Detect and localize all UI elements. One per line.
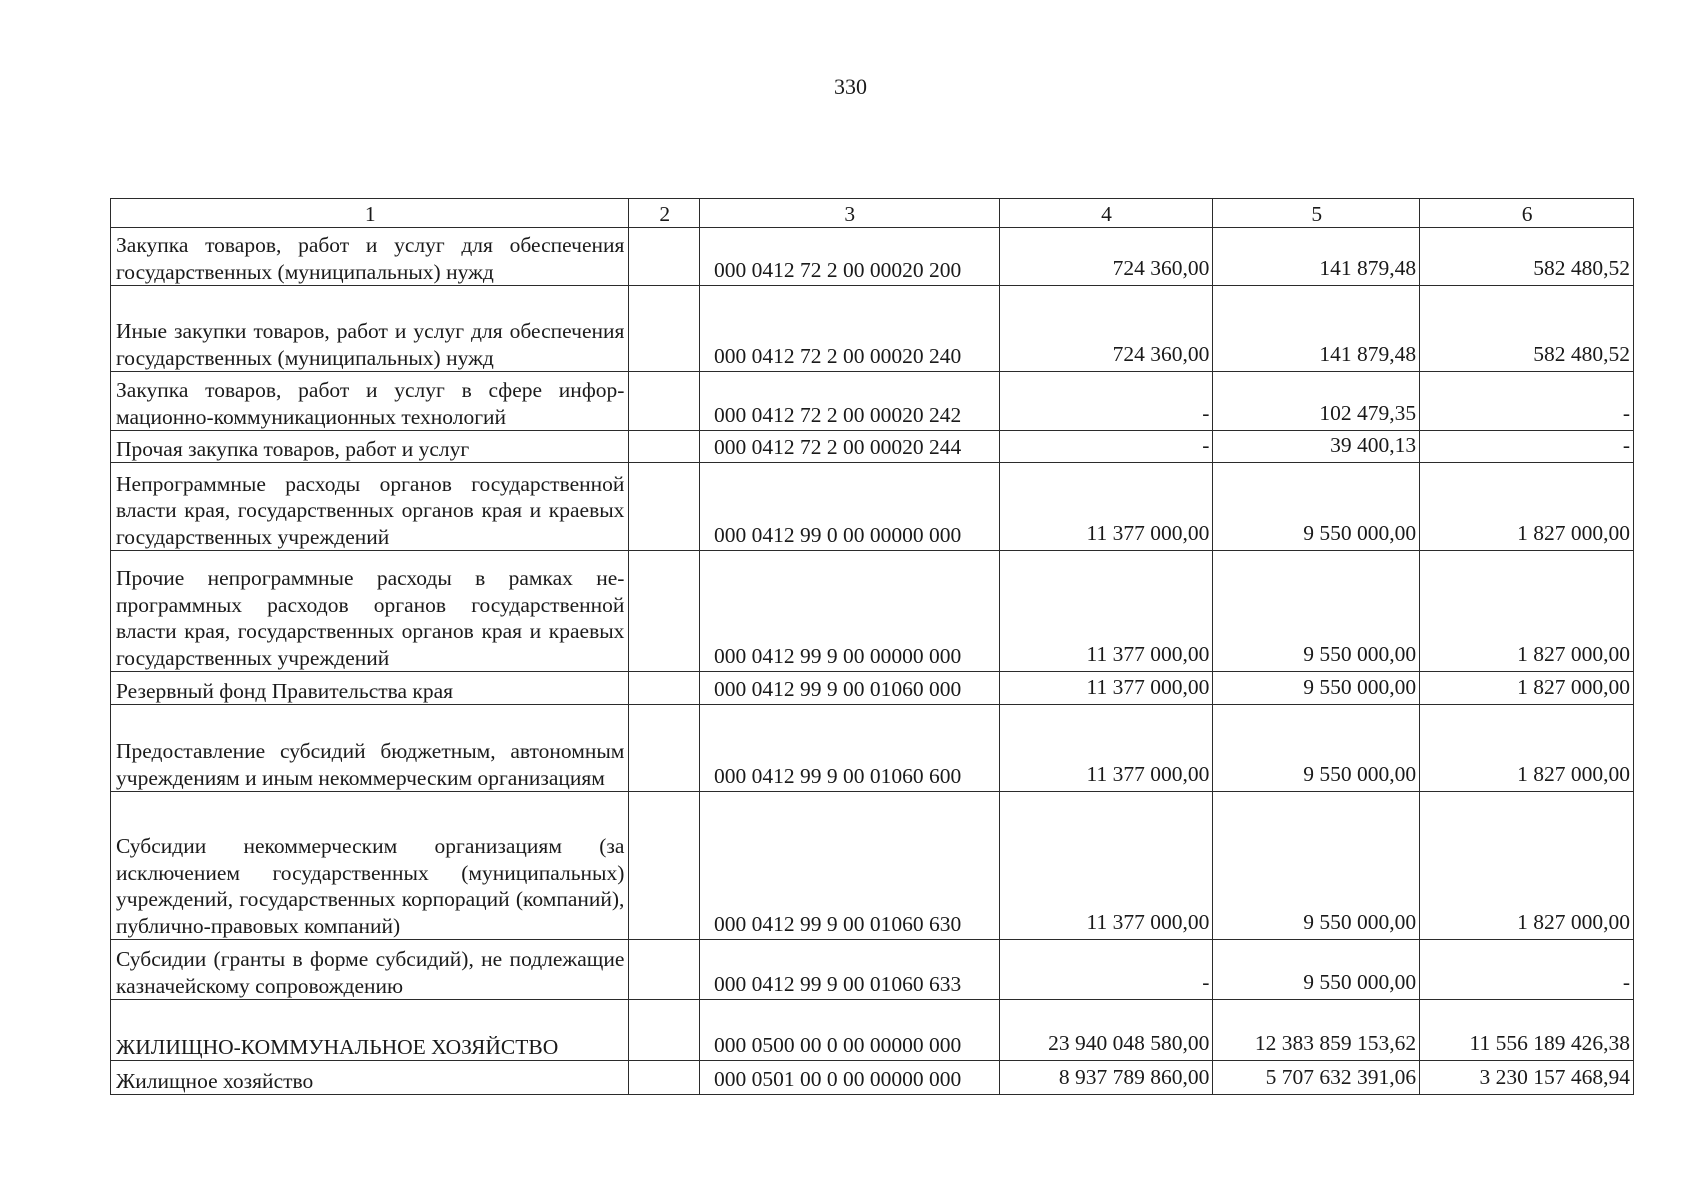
- admin-code-cell: [629, 372, 700, 431]
- budget-code-cell: 000 0501 00 0 00 00000 000: [700, 1061, 1000, 1095]
- unexecuted-amount-cell: -: [1420, 940, 1634, 1000]
- unexecuted-amount-cell: 582 480,52: [1420, 286, 1634, 372]
- approved-amount-cell: 724 360,00: [999, 228, 1213, 286]
- admin-code-cell: [629, 672, 700, 705]
- table-row: [111, 1000, 1634, 1061]
- executed-amount-cell: 39 400,13: [1213, 431, 1420, 463]
- executed-amount-cell: 12 383 859 153,62: [1213, 1000, 1420, 1061]
- executed-amount-cell: 102 479,35: [1213, 372, 1420, 431]
- page-number: 330: [834, 74, 867, 99]
- unexecuted-amount-cell: 1 827 000,00: [1420, 463, 1634, 551]
- admin-code-cell: [629, 228, 700, 286]
- executed-amount-cell: 9 550 000,00: [1213, 705, 1420, 792]
- unexecuted-amount-cell: 1 827 000,00: [1420, 672, 1634, 705]
- budget-code-cell: 000 0500 00 0 00 00000 000: [700, 1000, 1000, 1061]
- expense-name-cell: Иные закупки товаров, работ и услуг для обеспечения государственных (муниципальных) нужд: [111, 286, 629, 372]
- approved-amount-cell: 8 937 789 860,00: [999, 1061, 1213, 1095]
- expense-name-cell: Резервный фонд Правительства края: [111, 672, 629, 705]
- table-row: [111, 672, 1634, 705]
- unexecuted-amount-cell: -: [1420, 431, 1634, 463]
- table-row: [111, 372, 1634, 431]
- executed-amount-cell: 9 550 000,00: [1213, 792, 1420, 940]
- budget-execution-table: [110, 198, 1634, 1095]
- expense-name-cell: ЖИЛИЩНО-КОММУНАЛЬНОЕ ХОЗЯЙСТВО: [111, 1000, 629, 1061]
- executed-amount-cell: 5 707 632 391,06: [1213, 1061, 1420, 1095]
- unexecuted-amount-cell: 1 827 000,00: [1420, 792, 1634, 940]
- budget-code-cell: 000 0412 72 2 00 00020 200: [700, 228, 1000, 286]
- budget-code-cell: 000 0412 72 2 00 00020 242: [700, 372, 1000, 431]
- admin-code-cell: [629, 551, 700, 672]
- table-row: [111, 463, 1634, 551]
- table-row: [111, 431, 1634, 463]
- budget-code-cell: 000 0412 99 9 00 01060 000: [700, 672, 1000, 705]
- executed-amount-cell: 141 879,48: [1213, 286, 1420, 372]
- executed-amount-cell: 9 550 000,00: [1213, 463, 1420, 551]
- table-row: [111, 940, 1634, 1000]
- admin-code-cell: [629, 792, 700, 940]
- column-header-6: 6: [1420, 199, 1634, 228]
- table-row: [111, 551, 1634, 672]
- expense-name-cell: Жилищное хозяйство: [111, 1061, 629, 1095]
- unexecuted-amount-cell: 1 827 000,00: [1420, 551, 1634, 672]
- expense-name-cell: Субсидии некоммерческим организациям (за исключением государственных (муниципальных) учреждений, государственных корпораций (компаний), публично-правовых компаний): [111, 792, 629, 940]
- unexecuted-amount-cell: 582 480,52: [1420, 228, 1634, 286]
- admin-code-cell: [629, 1061, 700, 1095]
- admin-code-cell: [629, 431, 700, 463]
- column-header-3: 3: [700, 199, 1000, 228]
- budget-code-cell: 000 0412 99 0 00 00000 000: [700, 463, 1000, 551]
- approved-amount-cell: -: [999, 372, 1213, 431]
- expense-name-cell: Прочая закупка товаров, работ и услуг: [111, 431, 629, 463]
- admin-code-cell: [629, 463, 700, 551]
- executed-amount-cell: 9 550 000,00: [1213, 940, 1420, 1000]
- approved-amount-cell: 724 360,00: [999, 286, 1213, 372]
- expense-name-cell: Закупка товаров, работ и услуг для обеспечения государственных (муниципальных) нужд: [111, 228, 629, 286]
- budget-code-cell: 000 0412 99 9 00 01060 600: [700, 705, 1000, 792]
- expense-name-cell: Прочие непрограммные расходы в рамках непрограммных расходов органов государственной власти края, государственных органов края и краевых государственных учреждений: [111, 551, 629, 672]
- budget-code-cell: 000 0412 99 9 00 01060 633: [700, 940, 1000, 1000]
- approved-amount-cell: 11 377 000,00: [999, 463, 1213, 551]
- table-row: [111, 1061, 1634, 1095]
- admin-code-cell: [629, 286, 700, 372]
- table-row: [111, 705, 1634, 792]
- column-number-header-row: [111, 199, 1634, 228]
- unexecuted-amount-cell: 11 556 189 426,38: [1420, 1000, 1634, 1061]
- table-row: [111, 286, 1634, 372]
- budget-code-cell: 000 0412 99 9 00 01060 630: [700, 792, 1000, 940]
- unexecuted-amount-cell: 1 827 000,00: [1420, 705, 1634, 792]
- admin-code-cell: [629, 705, 700, 792]
- table-row: [111, 228, 1634, 286]
- expense-name-cell: Непрограммные расходы органов государственной власти края, государственных органов края и краевых государственных учреждений: [111, 463, 629, 551]
- column-header-4: 4: [999, 199, 1213, 228]
- executed-amount-cell: 9 550 000,00: [1213, 551, 1420, 672]
- executed-amount-cell: 9 550 000,00: [1213, 672, 1420, 705]
- admin-code-cell: [629, 940, 700, 1000]
- column-header-2: 2: [629, 199, 700, 228]
- approved-amount-cell: 11 377 000,00: [999, 672, 1213, 705]
- approved-amount-cell: 11 377 000,00: [999, 705, 1213, 792]
- approved-amount-cell: 11 377 000,00: [999, 551, 1213, 672]
- column-header-5: 5: [1213, 199, 1420, 228]
- unexecuted-amount-cell: -: [1420, 372, 1634, 431]
- table-row: [111, 792, 1634, 940]
- column-header-1: 1: [111, 199, 629, 228]
- budget-code-cell: 000 0412 72 2 00 00020 240: [700, 286, 1000, 372]
- approved-amount-cell: 23 940 048 580,00: [999, 1000, 1213, 1061]
- expense-name-cell: Закупка товаров, работ и услуг в сфере информационно-коммуникационных технологий: [111, 372, 629, 431]
- unexecuted-amount-cell: 3 230 157 468,94: [1420, 1061, 1634, 1095]
- approved-amount-cell: 11 377 000,00: [999, 792, 1213, 940]
- admin-code-cell: [629, 1000, 700, 1061]
- approved-amount-cell: -: [999, 940, 1213, 1000]
- budget-code-cell: 000 0412 72 2 00 00020 244: [700, 431, 1000, 463]
- budget-code-cell: 000 0412 99 9 00 00000 000: [700, 551, 1000, 672]
- executed-amount-cell: 141 879,48: [1213, 228, 1420, 286]
- expense-name-cell: Субсидии (гранты в форме субсидий), не подлежащие казначейскому сопровождению: [111, 940, 629, 1000]
- expense-name-cell: Предоставление субсидий бюджетным, автономным учреждениям и иным некоммерческим организациям: [111, 705, 629, 792]
- approved-amount-cell: -: [999, 431, 1213, 463]
